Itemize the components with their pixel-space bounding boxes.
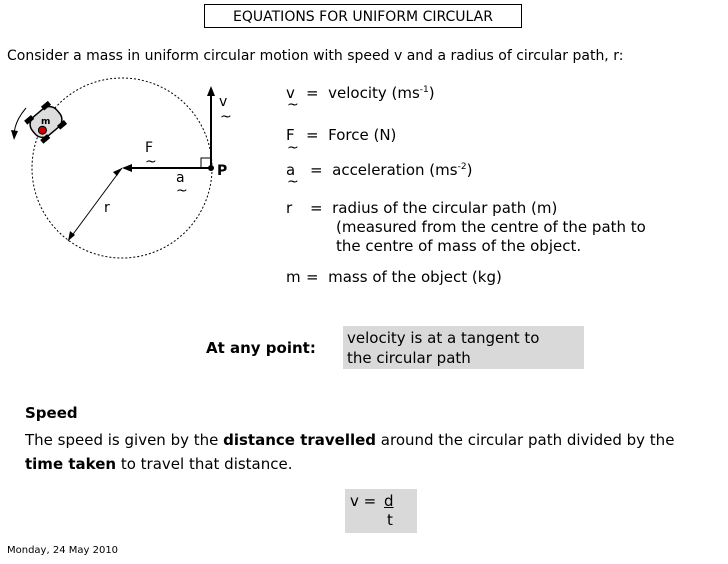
acceleration-tilde: ~ [176,183,188,199]
def-a-tilde: ~ [287,174,299,190]
def-a-text: = acceleration $(ms^{-2})$ [310,161,473,179]
def-f-tilde: ~ [287,140,299,156]
force-arrowhead [122,164,132,172]
point-p-label: P [217,163,228,179]
def-m-text: = mass of the object (kg) [306,268,502,286]
radius-label: r [104,200,110,216]
formula-lhs: v = [350,492,377,510]
def-r-symbol: r [286,199,293,217]
speed-formula-box [345,489,417,533]
velocity-tilde: ~ [220,109,232,125]
def-f-symbol: F [286,126,295,144]
def-r-text: = radius of the circular path (m) [310,199,558,217]
motion-arrowhead [11,130,18,140]
intro-text: Consider a mass in uniform circular motion with speed v and a radius of circular path, r: [7,48,624,64]
tangent-note-box [343,326,584,369]
circular-motion-diagram [0,70,300,330]
def-v-text: = velocity $(ms^{-1})$ [306,84,435,102]
page-title: EQUATIONS FOR UNIFORM CIRCULAR [204,4,522,28]
def-f-text: = Force (N) [306,126,397,144]
def-r-line3: the centre of mass of the object. [336,237,582,255]
point-p [208,165,214,171]
formula-numerator: d [384,492,394,510]
mass-label: m [41,117,51,127]
speed-paragraph: The speed is given by the distance travelled around the circular path divided by the time taken to travel that distance. [25,431,675,473]
footer-date: Monday, 24 May 2010 [7,545,119,556]
force-label: F [145,140,154,156]
tangent-note-line2: the circular path [347,349,471,367]
def-m-symbol: m [286,268,301,286]
radius-line [68,168,122,241]
velocity-arrowhead [207,86,215,96]
at-any-point-label: At any point: [206,339,316,357]
force-tilde: ~ [145,154,157,170]
def-v-symbol: v [286,84,295,102]
acceleration-label: a [176,170,185,186]
def-a-symbol: a [286,161,296,179]
velocity-label: v [219,94,228,110]
radius-arrowhead-center [113,168,122,176]
def-r-line2: (measured from the centre of the path to [336,218,646,236]
tangent-note-line1: velocity is at a tangent to [347,329,540,347]
formula-denominator: t [387,511,393,529]
speed-heading: Speed [25,404,78,422]
def-v-tilde: ~ [287,97,299,113]
